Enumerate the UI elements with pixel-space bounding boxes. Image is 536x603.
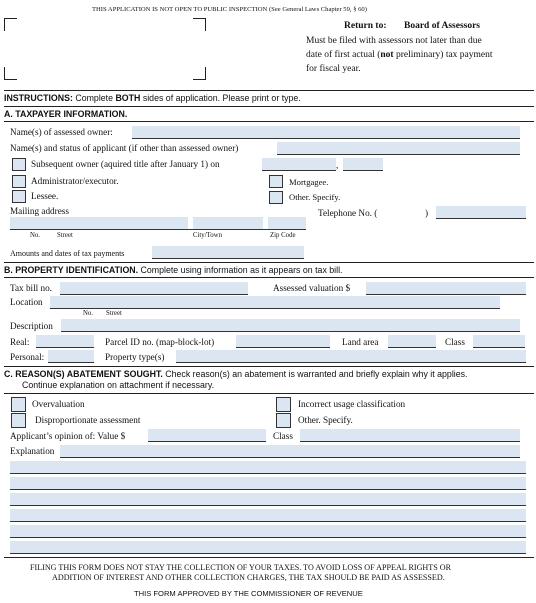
opinion-value-label: Applicant’s opinion of: Value $ (10, 431, 126, 441)
assessed-owner-label: Name(s) of assessed owner: (10, 127, 113, 137)
section-b-heading-row (4, 265, 342, 275)
tax-payments-field[interactable] (152, 246, 304, 259)
incorrect-usage-checkbox[interactable] (276, 397, 291, 412)
opinion-class-field[interactable] (300, 429, 520, 442)
disproportionate-checkbox[interactable] (11, 413, 26, 428)
filing-line2-emphasis: not (380, 50, 394, 60)
mortgagee-label: Mortgagee. (289, 177, 329, 187)
mailing-city-field[interactable] (193, 217, 263, 229)
explanation-line-6[interactable] (10, 525, 526, 538)
mailing-zip-label: Zip Code (270, 232, 296, 239)
filing-deadline-line2 (306, 50, 493, 60)
section-c-heading-row (4, 369, 467, 379)
explanation-line-3[interactable] (10, 477, 526, 490)
telephone-field[interactable] (436, 206, 526, 219)
warning-line2: ADDITION OF INTEREST AND OTHER COLLECTION CHARGES, THE TAX SHOULD BE PAID AS ASSESSED. (52, 573, 445, 582)
subsequent-owner-date-month[interactable] (262, 158, 339, 171)
section-c-heading: C. REASON(S) ABATEMENT SOUGHT. (4, 369, 163, 379)
tax-bill-field[interactable] (60, 282, 248, 295)
instructions-label: INSTRUCTIONS: (4, 93, 73, 103)
overvaluation-checkbox[interactable] (11, 397, 26, 412)
location-label: Location (10, 297, 43, 307)
land-area-label: Land area (342, 337, 379, 347)
telephone-close-paren: ) (425, 208, 429, 218)
reason-other-checkbox[interactable] (276, 413, 291, 428)
warning-line1: FILING THIS FORM DOES NOT STAY THE COLLECTION OF YOUR TAXES. TO AVOID LOSS OF APPEAL RIGHTS OR (30, 563, 451, 572)
filing-line2-part2: preliminary) tax payment (393, 50, 493, 60)
divider-bottom (4, 557, 534, 558)
property-types-field[interactable] (176, 350, 526, 363)
explanation-line-2[interactable] (10, 461, 526, 474)
land-area-field[interactable] (388, 335, 436, 348)
mailing-no-label: No. (30, 232, 41, 239)
assessed-owner-field[interactable] (132, 126, 520, 139)
section-c-note2: Continue explanation on attachment if necessary. (22, 380, 215, 390)
real-field[interactable] (36, 335, 94, 348)
filing-deadline-line3: for fiscal year. (306, 64, 361, 74)
parcel-id-field[interactable] (236, 335, 330, 348)
real-label: Real: (10, 337, 30, 347)
lessee-label: Lessee. (31, 191, 59, 201)
lessee-checkbox[interactable] (12, 190, 26, 203)
tax-payments-label: Amounts and dates of tax payments (10, 249, 125, 258)
subsequent-owner-checkbox[interactable] (12, 158, 26, 171)
personal-field[interactable] (48, 350, 94, 363)
incorrect-usage-label: Incorrect usage classification (298, 399, 406, 409)
return-to-value: Board of Assessors (404, 21, 481, 31)
telephone-label: Telephone No. ( (318, 208, 378, 218)
location-street-label: Street (106, 310, 122, 317)
divider-section-a (4, 121, 534, 122)
property-types-label: Property type(s) (105, 352, 165, 362)
administrator-label: Administrator/executor. (31, 176, 119, 186)
divider-section-c (4, 366, 534, 367)
administrator-checkbox[interactable] (12, 175, 26, 188)
assessed-valuation-label: Assessed valuation $ (273, 283, 351, 293)
subsequent-owner-label: Subsequent owner (aquired title after January 1) on (31, 159, 220, 169)
property-class-field[interactable] (473, 335, 525, 348)
parcel-id-label: Parcel ID no. (map-block-lot) (105, 337, 215, 347)
mailing-address-label: Mailing address (10, 206, 69, 216)
overvaluation-label: Overvaluation (32, 399, 85, 409)
mortgagee-checkbox[interactable] (269, 175, 283, 188)
opinion-value-field[interactable] (148, 429, 266, 442)
section-c-note: Check reason(s) an abatement is warranted and briefly explain why it applies. (162, 369, 468, 379)
date-separator: , (336, 160, 339, 170)
applicant-label: Name(s) and status of applicant (if other than assessed owner) (10, 143, 239, 153)
section-a-heading: A. TAXPAYER INFORMATION. (4, 109, 128, 119)
filing-deadline-line1: Must be filed with assessors not later than due (306, 36, 482, 46)
mailing-address-line (10, 229, 306, 230)
section-b-note: Complete using information as it appears on tax bill. (138, 265, 343, 275)
reason-other-label: Other. Specify. (298, 415, 353, 425)
location-no-label: No. (83, 310, 94, 317)
applicant-field[interactable] (277, 142, 520, 155)
description-field[interactable] (61, 319, 520, 332)
mailing-city-label: City/Town (193, 232, 222, 239)
explanation-line-1[interactable] (60, 445, 520, 458)
location-field[interactable] (50, 296, 500, 309)
assessed-valuation-field[interactable] (366, 282, 526, 295)
property-class-label: Class (445, 337, 465, 347)
section-b-heading: B. PROPERTY IDENTIFICATION. (4, 265, 139, 275)
explanation-line-5[interactable] (10, 509, 526, 522)
explanation-line-4[interactable] (10, 493, 526, 506)
disproportionate-label: Disproportionate assessment (35, 415, 141, 425)
mailing-street-field[interactable] (10, 217, 188, 229)
explanation-label: Explanation (10, 446, 55, 456)
divider-section-b-under (4, 277, 534, 278)
instructions (4, 93, 301, 103)
other-checkbox[interactable] (269, 191, 283, 204)
subsequent-owner-date-year[interactable] (343, 158, 383, 171)
divider-section-b (4, 262, 534, 263)
explanation-line-7[interactable] (10, 541, 526, 554)
mailing-street-label: Street (57, 232, 73, 239)
mailing-zip-field[interactable] (268, 217, 306, 229)
instructions-emphasis: BOTH (115, 93, 141, 103)
other-label: Other. Specify. (289, 192, 341, 202)
tax-bill-label: Tax bill no. (10, 283, 52, 293)
divider-top (4, 90, 534, 91)
filing-line2-part1: date of first actual ( (306, 50, 381, 60)
top-notice (92, 6, 367, 13)
top-notice-reference: (See General Laws Chapter 59, § 60) (268, 6, 367, 13)
opinion-class-label: Class (273, 431, 293, 441)
personal-label: Personal: (10, 352, 45, 362)
description-label: Description (10, 321, 53, 331)
top-notice-text: THIS APPLICATION IS NOT OPEN TO PUBLIC INSPECTION (92, 6, 268, 13)
approved-notice: THIS FORM APPROVED BY THE COMMISSIONER OF REVENUE (134, 589, 363, 598)
divider-section-c-under (4, 393, 534, 394)
divider-instructions (4, 106, 534, 107)
instructions-text2: sides of application. Please print or type. (140, 93, 301, 103)
return-to-label: Return to: (344, 21, 387, 31)
instructions-text1: Complete (72, 93, 116, 103)
